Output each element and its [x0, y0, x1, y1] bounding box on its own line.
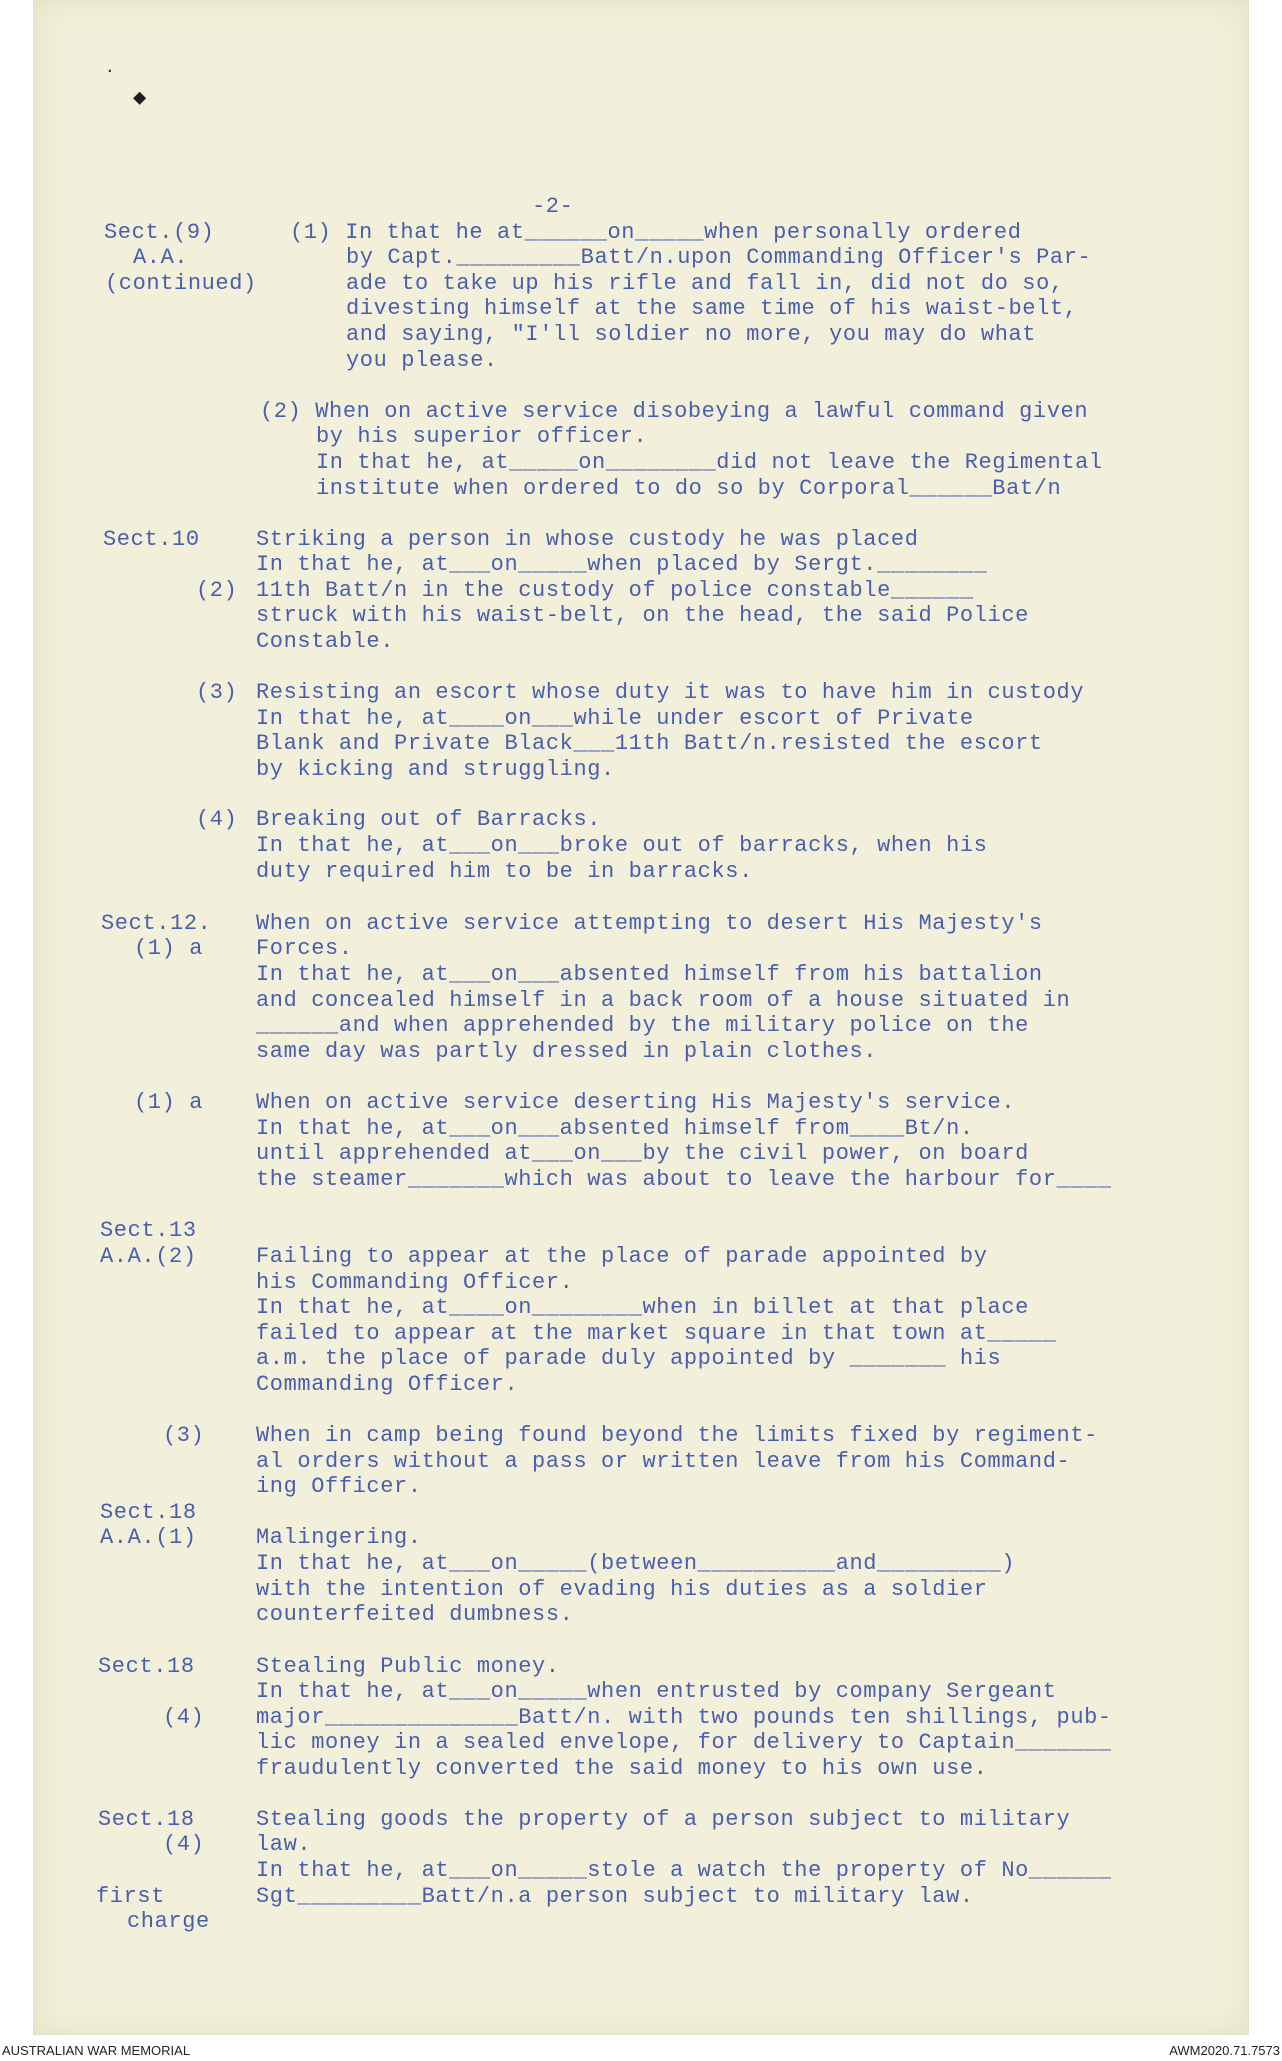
section-label: Sect.10 — [103, 527, 200, 552]
charge-text: ing Officer. — [256, 1474, 422, 1499]
charge-text: duty required him to be in barracks. — [256, 859, 753, 884]
charge-text: In that he, at___on___absented himself from____Bt/n. — [256, 1116, 974, 1141]
charge-text: In that he, at_____on________did not leave the Regimental — [316, 450, 1103, 475]
charge-text: Striking a person in whose custody he was placed — [256, 527, 919, 552]
charge-text: his Commanding Officer. — [256, 1270, 574, 1295]
archive-reference: AWM2020.71.7573 — [1169, 2043, 1280, 2058]
charge-text: Blank and Private Black___11th Batt/n.resisted the escort — [256, 731, 1043, 756]
charge-text: you please. — [346, 348, 498, 373]
section-label: (4) — [196, 807, 238, 832]
section-label: A.A.(1) — [100, 1525, 197, 1550]
section-label: (1) a — [134, 1090, 204, 1115]
charge-text: divesting himself at the same time of his waist-belt, — [346, 296, 1078, 321]
charge-text: When on active service attempting to desert His Majesty's — [256, 911, 1043, 936]
charge-text: (2) When on active service disobeying a lawful command given — [260, 399, 1089, 424]
section-label: Sect.18 — [100, 1500, 197, 1525]
charge-text: counterfeited dumbness. — [256, 1602, 574, 1627]
charge-text: the steamer_______which was about to leave the harbour for____ — [256, 1167, 1112, 1192]
charge-text: failed to appear at the market square in that town at_____ — [256, 1321, 1057, 1346]
section-label: Sect.(9) — [104, 220, 215, 245]
section-label: (continued) — [105, 271, 257, 296]
charge-text: Commanding Officer. — [256, 1372, 519, 1397]
charge-text: law. — [256, 1832, 312, 1857]
section-label: charge — [127, 1909, 210, 1934]
charge-text: al orders without a pass or written leave from his Command- — [256, 1449, 1071, 1474]
archive-footer — [0, 2039, 1282, 2061]
section-label: A.A. — [133, 245, 189, 270]
section-label: (3) — [196, 680, 238, 705]
charge-text: In that he, at___on_____when entrusted by company Sergeant — [256, 1679, 1057, 1704]
charge-text: Malingering. — [256, 1525, 422, 1550]
section-label: A.A.(2) — [100, 1244, 197, 1269]
charge-text: same day was partly dressed in plain clothes. — [256, 1039, 878, 1064]
section-label: Sect.13 — [100, 1218, 197, 1243]
charge-text: by Capt._________Batt/n.upon Commanding Officer's Par- — [346, 245, 1092, 270]
charge-text: struck with his waist-belt, on the head, the said Police — [256, 603, 1029, 628]
charge-text: and saying, "I'll soldier no more, you may do what — [346, 322, 1037, 347]
charge-text: 11th Batt/n in the custody of police constable______ — [256, 578, 974, 603]
charge-text: Stealing goods the property of a person subject to military — [256, 1807, 1071, 1832]
page-number: -2- — [532, 194, 574, 219]
section-label: (3) — [163, 1423, 205, 1448]
ink-blot: ◆ — [133, 86, 147, 111]
charge-text: In that he, at____on___while under escort of Private — [256, 706, 974, 731]
charge-text: with the intention of evading his duties as a soldier — [256, 1577, 988, 1602]
section-label: (2) — [196, 578, 238, 603]
charge-text: (1) In that he at______on_____when personally ordered — [290, 220, 1022, 245]
charge-text: by his superior officer. — [316, 424, 648, 449]
charge-text: Stealing Public money. — [256, 1654, 560, 1679]
charge-text: by kicking and struggling. — [256, 757, 615, 782]
charge-text: In that he, at___on___absented himself from his battalion — [256, 962, 1043, 987]
charge-text: Constable. — [256, 629, 395, 654]
typed-page — [33, 0, 1249, 2035]
charge-text: When on active service deserting His Majesty's service. — [256, 1090, 1016, 1115]
section-label: (4) — [163, 1832, 205, 1857]
charge-text: Forces. — [256, 936, 353, 961]
section-label: first — [96, 1884, 166, 1909]
section-label: Sect.18 — [98, 1807, 195, 1832]
ink-mark: . — [105, 59, 115, 77]
section-label: (4) — [163, 1705, 205, 1730]
charge-text: Sgt_________Batt/n.a person subject to military law. — [256, 1884, 974, 1909]
archive-name: AUSTRALIAN WAR MEMORIAL — [2, 2043, 191, 2058]
charge-text: In that he, at___on_____when placed by Sergt.________ — [256, 552, 988, 577]
charge-text: In that he, at___on_____stole a watch the property of No______ — [256, 1858, 1112, 1883]
charge-text: ______and when apprehended by the military police on the — [256, 1013, 1029, 1038]
charge-text: a.m. the place of parade duly appointed by _______ his — [256, 1346, 1002, 1371]
charge-text: major______________Batt/n. with two pounds ten shillings, pub- — [256, 1705, 1112, 1730]
charge-text: In that he, at____on________when in billet at that place — [256, 1295, 1029, 1320]
charge-text: fraudulently converted the said money to his own use. — [256, 1756, 988, 1781]
section-label: Sect.12. — [101, 911, 212, 936]
charge-text: lic money in a sealed envelope, for delivery to Captain_______ — [256, 1730, 1112, 1755]
charge-text: In that he, at___on___broke out of barracks, when his — [256, 833, 988, 858]
charge-text: Breaking out of Barracks. — [256, 807, 602, 832]
charge-text: institute when ordered to do so by Corporal______Bat/n — [316, 476, 1062, 501]
charge-text: When in camp being found beyond the limits fixed by regiment- — [256, 1423, 1098, 1448]
charge-text: Resisting an escort whose duty it was to have him in custody — [256, 680, 1085, 705]
section-label: (1) a — [134, 936, 204, 961]
section-label: Sect.18 — [98, 1654, 195, 1679]
charge-text: and concealed himself in a back room of a house situated in — [256, 988, 1071, 1013]
charge-text: In that he, at___on_____(between__________and_________) — [256, 1551, 1016, 1576]
charge-text: ade to take up his rifle and fall in, did not do so, — [346, 271, 1064, 296]
charge-text: Failing to appear at the place of parade appointed by — [256, 1244, 988, 1269]
charge-text: until apprehended at___on___by the civil power, on board — [256, 1141, 1029, 1166]
